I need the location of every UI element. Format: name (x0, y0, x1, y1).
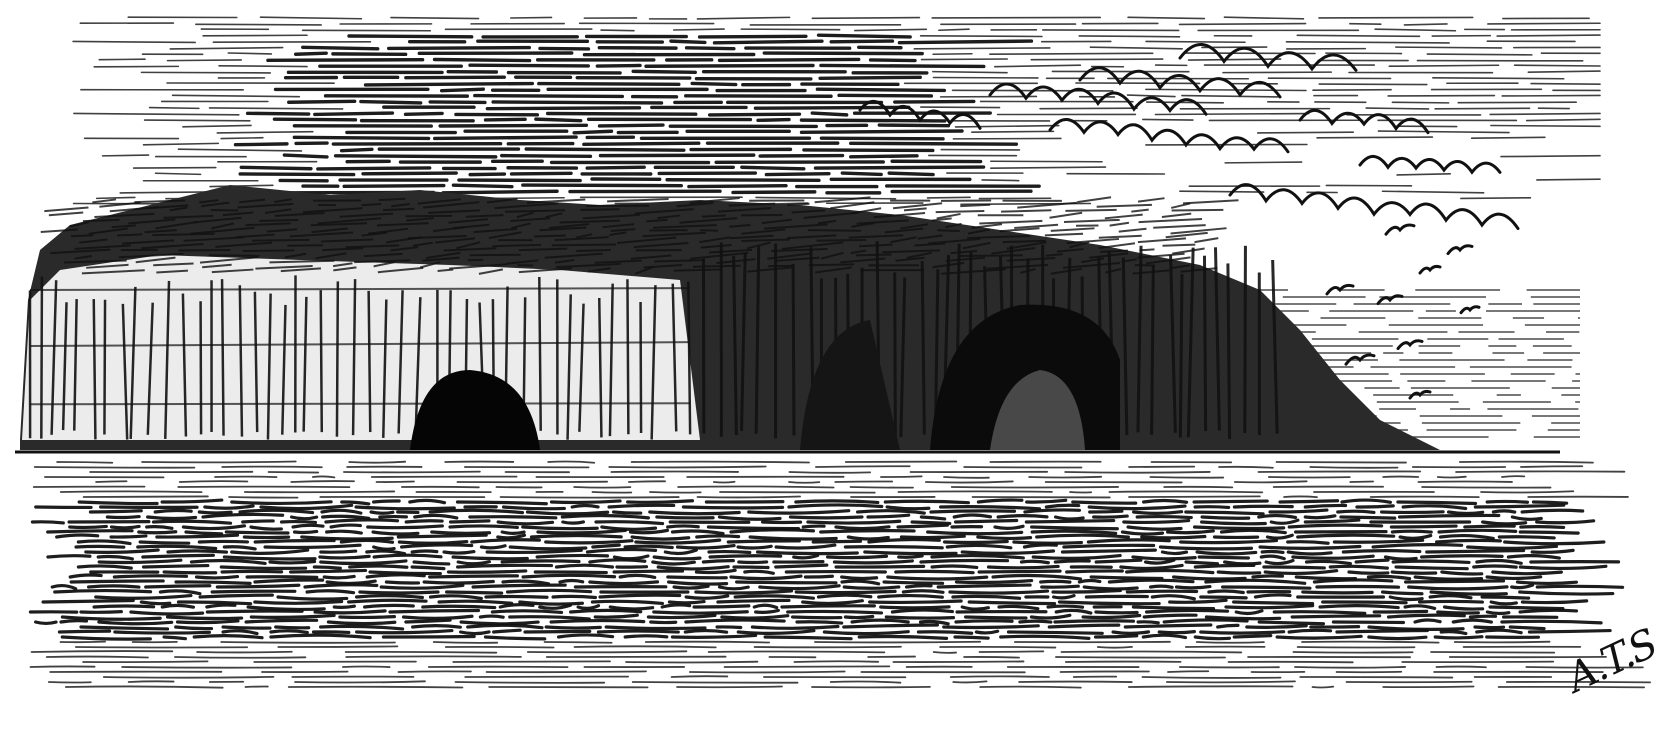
sea-waves (15, 452, 1650, 688)
cliff-headland (20, 185, 1440, 450)
artist-monogram: A.T.S (1560, 620, 1664, 702)
